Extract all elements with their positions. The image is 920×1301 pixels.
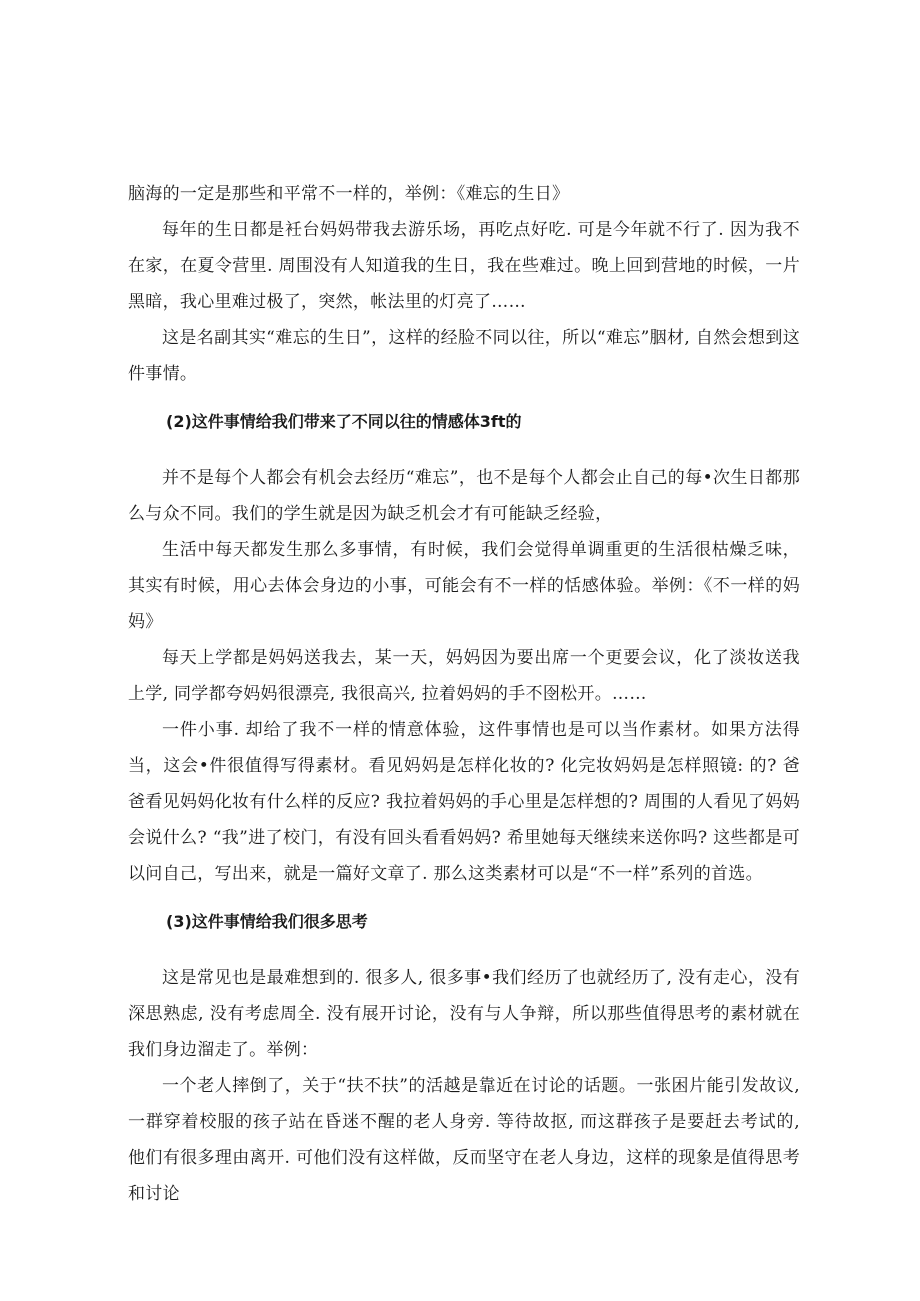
- paragraph-daily-life: 生活中每天都发生那么多事情，有时候，我们会觉得单调重更的生活很枯燥乏味，其实有时候，用心去体会身边的小事，可能会有不一样的恬感体验。举例：《不一样的妈妈》: [128, 540, 800, 632]
- paragraph-not-everyone: 并不是每个人都会有机会去经历“难忘”，也不是每个人都会止自己的每•次生日都那么与众不同。我们的学生就是因为缺乏机会才有可能缺乏经验，: [128, 468, 800, 524]
- paragraph-elderly-example: 一个老人摔倒了，关于“扶不扶”的活越是靠近在讨论的话题。一张困片能引发故议, 一群穿着校服的孩子站在昏迷不醒的老人身旁. 等待故抠, 而这群孩子是要赶去考试的, 他们有很多理由离开. 可他们没有这样做，反而坚守在老人身边，这样的现象是值得思考和讨论: [128, 1076, 800, 1204]
- paragraph-birthday-comment: 这是名副其实“难忘的生日”，这样的经脸不同以往，所以“难忘”胭材, 自然会想到这件事情。: [128, 328, 800, 384]
- paragraph-hardest-to-think: 这是常见也是最难想到的. 很多人, 很多事•我们经历了也就经历了, 没有走心，没有深思熟虑, 没有考虑周全. 没有展开讨论，没有与人争辩，所以那些值得思考的素材就在我们身边溜走了。举例：: [128, 968, 800, 1060]
- paragraph-mom-example: 每天上学都是妈妈送我去，某一天，妈妈因为要出席一个更要会议，化了淡妆送我上学, 同学都夸妈妈很漂亮, 我很高兴, 拉着妈妈的手不囹松开。……: [128, 648, 800, 704]
- section-heading-3: (3)这件事情给我们很多思考: [166, 912, 368, 931]
- paragraph-small-thing: 一件小事. 却给了我不一样的情意体验，这件事情也是可以当作素材。如果方法得当，这会•件很值得写得素材。看见妈妈是怎样化妆的? 化完妆妈妈是怎样照镜: 的? 爸爸看见妈妈化妆有什么样的反应? 我拉着妈妈的手心里是怎样想的? 周围的人看见了妈妈会说什么? “我”进了校门，有没有回头看看妈妈? 希里她每天继续来送你吗? 这些都是可以问自己，写出来，就是一篇好文章了. 那么这类素材可以是“不一样”系列的首选。: [128, 720, 800, 884]
- section-heading-2: (2)这件事情给我们带来了不同以往的情感体3ft的: [166, 412, 522, 431]
- document-body: [128, 176, 800, 1212]
- paragraph-birthday-example: 每年的生日都是衽台妈妈带我去游乐场，再吃点好吃. 可是今年就不行了. 因为我不在家，在夏令营里. 周围没有人知道我的生日，我在些难过。晚上回到营地的时候，一片黑暗，我心里难过极了，突然，帐法里的灯亮了……: [128, 220, 800, 312]
- paragraph-intro-continuation: 脑海的一定是那些和平常不一样的，举例：《难忘的生日》: [128, 184, 570, 204]
